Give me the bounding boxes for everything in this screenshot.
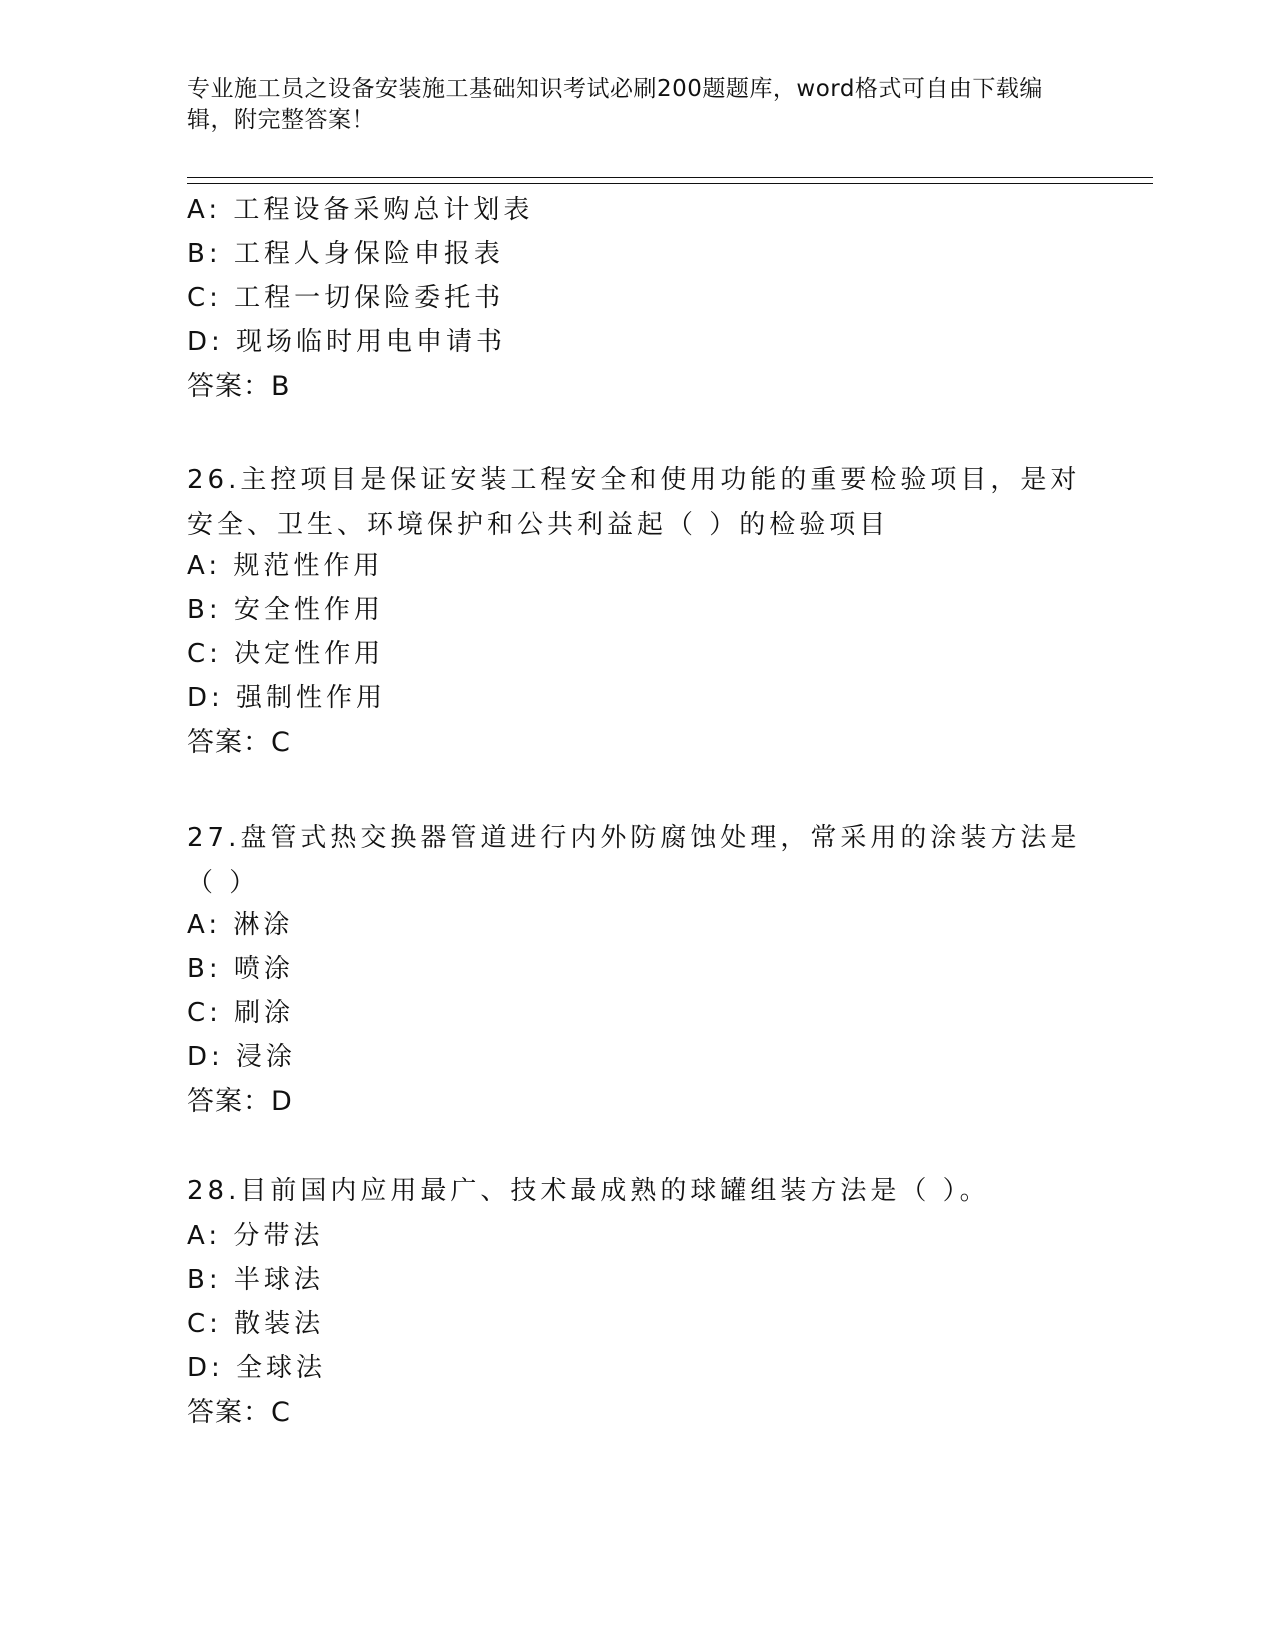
q25-option-b: B: 工程人身保险申报表 xyxy=(187,239,504,269)
q28-answer: 答案：C xyxy=(187,1397,291,1428)
q28-option-d: D: 全球法 xyxy=(187,1353,327,1383)
q26-answer: 答案：C xyxy=(187,727,291,758)
q27-option-d: D: 浸涂 xyxy=(187,1042,297,1072)
q26-option-d: D: 强制性作用 xyxy=(187,683,387,713)
q26-option-a: A: 规范性作用 xyxy=(187,551,384,581)
q25-option-d: D: 现场临时用电申请书 xyxy=(187,327,507,357)
header-divider-top xyxy=(187,177,1153,178)
q28-option-c: C: 散装法 xyxy=(187,1309,325,1339)
q26-option-b: B: 安全性作用 xyxy=(187,595,384,625)
q28-option-a: A: 分带法 xyxy=(187,1221,324,1251)
q27-option-c: C: 刷涂 xyxy=(187,998,295,1028)
q27-stem: 27.盘管式热交换器管道进行内外防腐蚀处理，常采用的涂装方法是（ ） xyxy=(187,823,1081,898)
document-header: 专业施工员之设备安装施工基础知识考试必刷200题题库，word格式可自由下载编辑，附完整答案！ xyxy=(187,76,1043,133)
q26-option-c: C: 决定性作用 xyxy=(187,639,385,669)
q25-option-a: A: 工程设备采购总计划表 xyxy=(187,195,534,225)
q25-option-c: C: 工程一切保险委托书 xyxy=(187,283,505,313)
header-divider-bottom xyxy=(187,183,1153,184)
q28-stem: 28.目前国内应用最广、技术最成熟的球罐组装方法是（ ）。 xyxy=(187,1176,990,1206)
q25-answer: 答案：B xyxy=(187,371,291,402)
q28-option-b: B: 半球法 xyxy=(187,1265,324,1295)
q27-answer: 答案：D xyxy=(187,1086,293,1117)
q27-option-a: A: 淋涂 xyxy=(187,910,294,940)
q27-option-b: B: 喷涂 xyxy=(187,954,294,984)
q26-stem: 26.主控项目是保证安装工程安全和使用功能的重要检验项目，是对安全、卫生、环境保护和公共利益起（ ）的检验项目 xyxy=(187,465,1081,540)
